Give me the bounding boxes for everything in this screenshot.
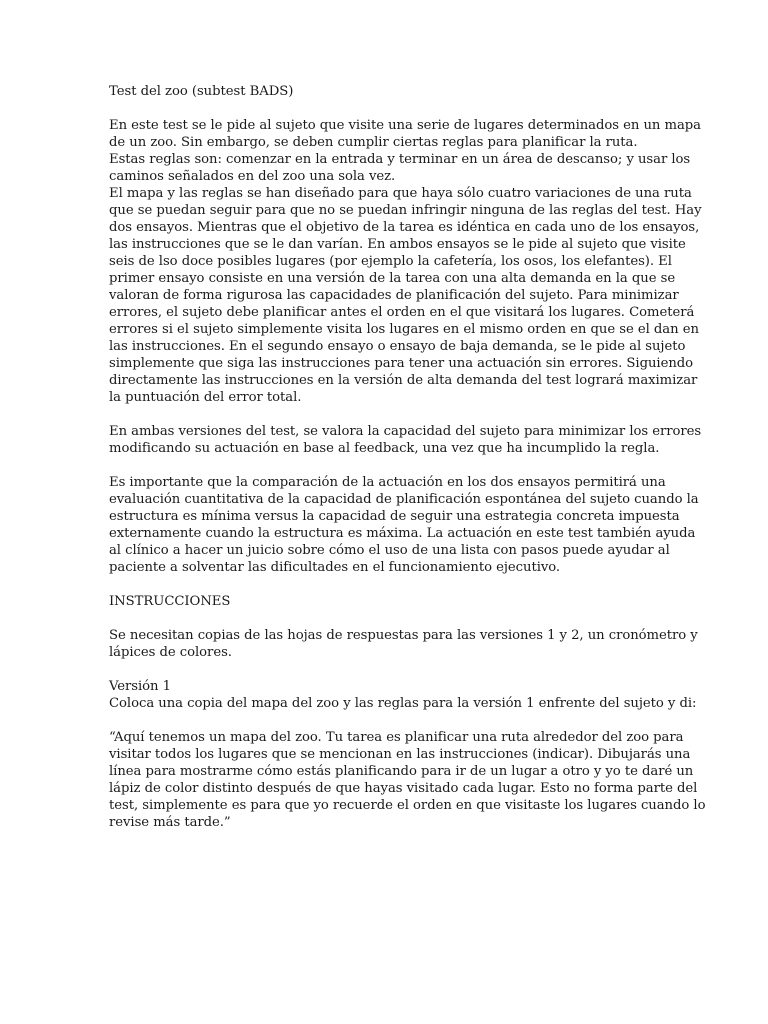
text-line: línea para mostrarme cómo estás planificando para ir de un lugar a otro y yo te daré un xyxy=(109,764,694,779)
text-line: la puntuación del error total. xyxy=(109,390,302,405)
text-line: seis de lso doce posibles lugares (por ejemplo la cafetería, los osos, los elefantes). El xyxy=(109,254,672,269)
intro-paragraph xyxy=(109,117,702,406)
text-line: directamente las instrucciones en la versión de alta demanda del test logrará maximizar xyxy=(109,373,698,388)
text-line: las instrucciones que se le dan varían. En ambos ensayos se le pide al sujeto que visite xyxy=(109,237,686,252)
text-line: lápices de colores. xyxy=(109,645,232,660)
heading-line: INSTRUCCIONES xyxy=(109,594,231,609)
text-line: El mapa y las reglas se han diseñado para que haya sólo cuatro variaciones de una ruta xyxy=(109,186,692,201)
feedback-paragraph xyxy=(109,423,702,457)
text-line: visitar todos los lugares que se mencionan en las instrucciones (indicar). Dibujarás una xyxy=(109,747,691,762)
text-line: caminos señalados en del zoo una sola vez. xyxy=(109,169,396,184)
text-line: que se puedan seguir para que no se puedan infringir ninguna de las reglas del test. Hay xyxy=(109,203,702,218)
text-line: simplemente que siga las instrucciones para tener una actuación sin errores. Siguiendo xyxy=(109,356,694,371)
text-line: Coloca una copia del mapa del zoo y las reglas para la versión 1 enfrente del sujeto y di: xyxy=(109,696,697,711)
text-line: estructura es mínima versus la capacidad de seguir una estrategia concreta impuesta xyxy=(109,509,680,524)
text-line: test, simplemente es para que yo recuerde el orden en que visitaste los lugares cuando lo xyxy=(109,798,706,813)
quote-paragraph xyxy=(109,729,706,831)
version-block xyxy=(109,678,697,712)
text-line: externamente cuando la estructura es máxima. La actuación en este test también ayuda xyxy=(109,526,696,541)
instructions-heading xyxy=(109,593,661,610)
text-line: revise más tarde.” xyxy=(109,815,231,830)
text-line: evaluación cuantitativa de la capacidad de planificación espontánea del sujeto cuando la xyxy=(109,492,699,507)
comparison-paragraph xyxy=(109,474,699,576)
text-line: primer ensayo consiste en una versión de la tarea con una alta demanda en la que se xyxy=(109,271,676,286)
text-line: paciente a solventar las dificultades en el funcionamiento ejecutivo. xyxy=(109,560,561,575)
text-line: al clínico a hacer un juicio sobre cómo el uso de una lista con pasos puede ayudar al xyxy=(109,543,670,558)
text-line: Es importante que la comparación de la actuación en los dos ensayos permitirá una xyxy=(109,475,666,490)
text-line: En ambas versiones del test, se valora la capacidad del sujeto para minimizar los errores xyxy=(109,424,702,439)
document-page xyxy=(109,83,706,848)
text-line: modificando su actuación en base al feedback, una vez que ha incumplido la regla. xyxy=(109,441,660,456)
text-line: errores, el sujeto debe planificar antes el orden en el que visitará los lugares. Cometerá xyxy=(109,305,695,320)
text-line: Se necesitan copias de las hojas de respuestas para las versiones 1 y 2, un cronómetro y xyxy=(109,628,698,643)
text-line: lápiz de color distinto después de que hayas visitado cada lugar. Esto no forma parte del xyxy=(109,781,698,796)
text-line: las instrucciones. En el segundo ensayo o ensayo de baja demanda, se le pide al sujeto xyxy=(109,339,686,354)
version-heading: Versión 1 xyxy=(109,679,171,694)
document-title xyxy=(109,83,661,100)
text-line: “Aquí tenemos un mapa del zoo. Tu tarea es planificar una ruta alrededor del zoo para xyxy=(109,730,684,745)
text-line: valoran de forma rigurosa las capacidades de planificación del sujeto. Para minimizar xyxy=(109,288,679,303)
text-line: dos ensayos. Mientras que el objetivo de la tarea es idéntica en cada uno de los ensayos, xyxy=(109,220,700,235)
text-line: En este test se le pide al sujeto que visite una serie de lugares determinados en un mapa xyxy=(109,118,701,133)
text-line: de un zoo. Sin embargo, se deben cumplir ciertas reglas para planificar la ruta. xyxy=(109,135,638,150)
text-line: errores si el sujeto simplemente visita los lugares en el mismo orden en que se el dan en xyxy=(109,322,699,337)
text-line: Estas reglas son: comenzar en la entrada y terminar en un área de descanso; y usar los xyxy=(109,152,691,167)
title-line: Test del zoo (subtest BADS) xyxy=(109,84,294,99)
materials-paragraph xyxy=(109,627,698,661)
